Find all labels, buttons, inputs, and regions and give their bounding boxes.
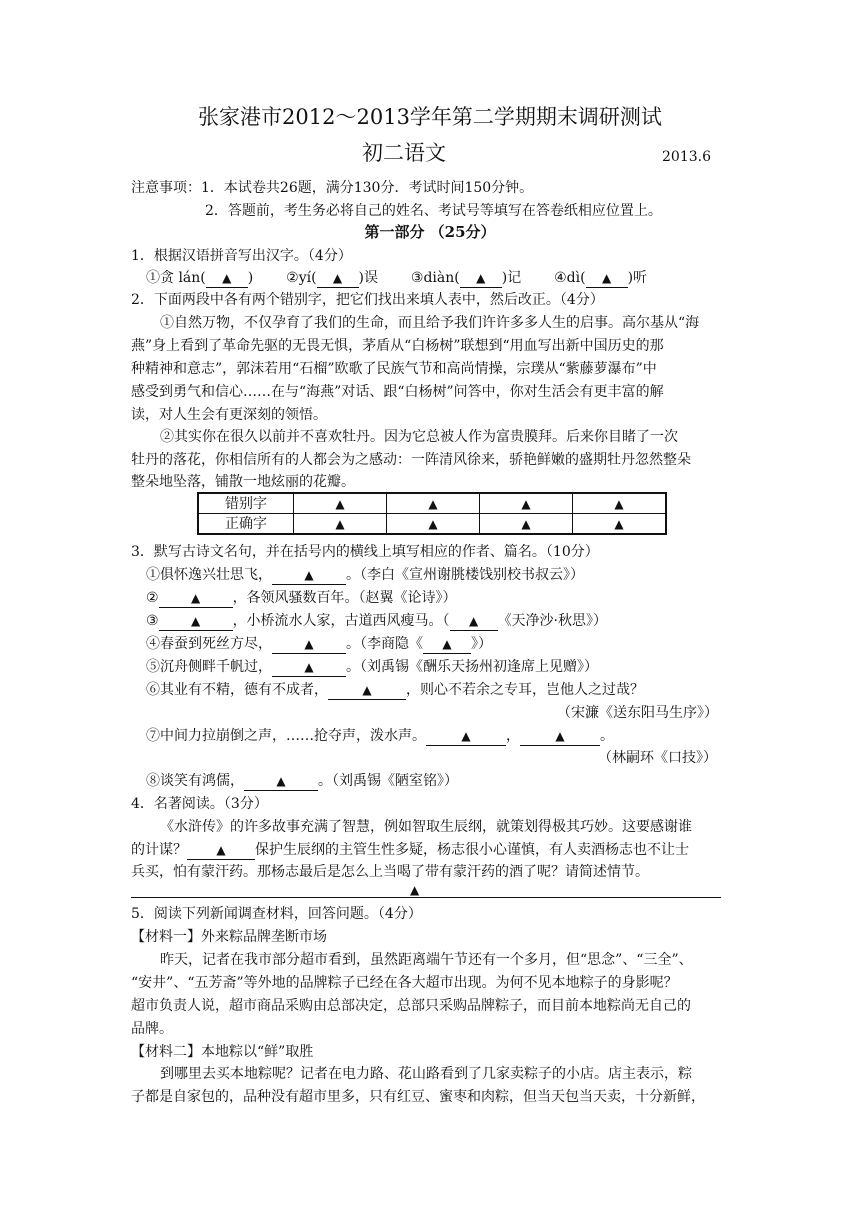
q1-item-1: ①贪 lán( ▲ ) (146, 270, 254, 286)
q4-line-2: 的计谋？ ▲ 保护生辰纲的主管生性多疑，杨志很小心谨慎，有人卖酒杨志也不让士 (131, 842, 689, 858)
answer-blank[interactable]: ▲ (272, 567, 346, 585)
q4-line-3: 兵买，怕有蒙汗药。那杨志最后是怎么上当喝了带有蒙汗药的酒了呢？请简述情节。 (131, 864, 649, 880)
q3-item-2: ② ▲ ，各领风骚数百年。（赵翼《论诗》） (146, 590, 457, 606)
q5-material-1-line: “安井”、“五芳斋”等外地的品牌粽子已经在各大超市出现。为何不见本地粽子的身影呢？ (131, 975, 678, 991)
q5-material-2-title: 【材料二】本地粽以“鲜”取胜 (131, 1044, 314, 1060)
exam-title: 张家港市2012～2013学年第二学期期末调研测试 (198, 105, 662, 129)
answer-blank[interactable]: ▲ (520, 728, 600, 746)
answer-blank[interactable]: ▲ (187, 842, 255, 860)
row-label-correct: 正确字 (198, 514, 294, 535)
q3-item-8: ⑧谈笑有鸿儒， ▲ 。（刘禹锡《陋室铭》） (146, 773, 458, 789)
q3-item-4: ④春蚕到死丝方尽， ▲ 。（李商隐《 ▲ 》） (146, 636, 492, 652)
answer-blank[interactable]: ▲ (272, 636, 346, 654)
q2-para1-line: 燕”身上看到了革命先驱的无畏无惧，茅盾从“白杨树”联想到“用血写出新中国历史的那 (131, 338, 664, 354)
answer-blank[interactable]: ▲ (272, 659, 346, 677)
notes-line-1: 注意事项：1．本试卷共26题，满分130分．考试时间150分钟。 (131, 180, 534, 196)
q5-material-2-line: 到哪里去买本地粽呢？记者在电力路、花山路看到了几家卖粽子的小店。店主表示，粽 (160, 1066, 692, 1082)
answer-blank[interactable]: ▲ (206, 270, 248, 288)
answer-cell[interactable]: ▲ (387, 493, 480, 514)
q1-item-2: ②yí( ▲ )误 (286, 270, 379, 286)
answer-cell[interactable]: ▲ (387, 514, 480, 535)
answer-blank[interactable]: ▲ (426, 728, 506, 746)
answer-blank[interactable]: ▲ (159, 590, 233, 608)
q5-material-2-line: 子都是自家包的，品种没有超市里多，只有红豆、蜜枣和肉粽，但当天包当天卖，十分新鲜， (131, 1089, 705, 1105)
exam-subtitle: 初二语文 (362, 141, 446, 165)
q2-para2-line: 牡丹的落花，你相信所有的人都会为之感动：一阵清风徐来，骄艳鲜嫩的盛期牡丹忽然整朵 (131, 452, 691, 468)
q1-stem: 1．根据汉语拼音写出汉字。（4分） (131, 248, 352, 264)
q2-para1-line: 感受到勇气和信心……在与“海燕”对话、跟“白杨树”问答中，你对生活会有更丰富的解 (131, 384, 664, 400)
q1-item-4: ④dì( ▲ )听 (554, 270, 648, 286)
q4-answer-marker[interactable]: ▲ (410, 883, 420, 897)
table-row (198, 493, 666, 514)
q2-para2-line: ②其实你在很久以前并不喜欢牡丹。因为它总被人作为富贵膜拜。后来你目睹了一次 (160, 429, 678, 445)
row-label-wrong: 错别字 (198, 493, 294, 514)
table-row (198, 514, 666, 535)
q2-para1-line: ①自然万物，不仅孕育了我们的生命，而且给予我们许许多多人生的启事。高尔基从“海 (160, 315, 700, 331)
section-heading: 第一部分 （25分） (364, 223, 496, 241)
q1-items (146, 268, 647, 288)
q3-item-6: ⑥其业有不精，德有不成者， ▲ ，则心不若余之专耳，岂他人之过哉？ (146, 682, 644, 698)
q3-item-5: ⑤沉舟侧畔千帆过， ▲ 。（刘禹锡《酬乐天扬州初逢席上见赠》） (146, 659, 598, 675)
answer-blank[interactable]: ▲ (423, 636, 471, 654)
q4-line-1: 《水浒传》的许多故事充满了智慧，例如智取生辰纲，就策划得极其巧妙。这要感谢谁 (160, 819, 692, 835)
q3-item-7-source: （林嗣环《口技》） (598, 750, 717, 766)
q4-answer-line[interactable] (131, 897, 721, 898)
q5-material-1-line: 品牌。 (131, 1021, 173, 1037)
answer-cell[interactable]: ▲ (573, 493, 667, 514)
answer-cell[interactable]: ▲ (573, 514, 667, 535)
q3-stem: 3．默写古诗文名句，并在括号内的横线上填写相应的作者、篇名。（10分） (131, 544, 599, 560)
answer-blank[interactable]: ▲ (244, 773, 318, 791)
q2-stem: 2．下面两段中各有两个错别字，把它们找出来填人表中，然后改正。（4分） (131, 292, 604, 308)
q5-material-1-line: 超市负责人说，超市商品采购由总部决定，总部只采购品牌粽子，而目前本地粽尚无自己的 (131, 998, 691, 1014)
q3-item-3: ③ ▲ ，小桥流水人家，古道西风瘦马。（ ▲ 《天净沙·秋思》） (146, 613, 608, 629)
answer-blank[interactable]: ▲ (328, 682, 406, 700)
answer-blank[interactable]: ▲ (586, 270, 628, 288)
answer-blank[interactable]: ▲ (159, 613, 233, 631)
q1-item-3: ③diàn( ▲ )记 (410, 270, 522, 286)
q2-para1-line: 读，对人生会有更深刻的领悟。 (131, 407, 327, 423)
answer-cell[interactable]: ▲ (480, 493, 573, 514)
answer-blank[interactable]: ▲ (450, 613, 498, 631)
q2-para2-line: 整朵地坠落，铺散一地炫丽的花瓣。 (131, 474, 355, 490)
q5-stem: 5．阅读下列新闻调查材料，回答问题。（4分） (131, 906, 422, 922)
answer-cell[interactable]: ▲ (480, 514, 573, 535)
answer-blank[interactable]: ▲ (460, 270, 502, 288)
q3-item-7: ⑦中间力拉崩倒之声，……抢夺声，泼水声。 ▲ ， ▲ 。 (146, 728, 614, 744)
answer-cell[interactable]: ▲ (294, 514, 387, 535)
answer-cell[interactable]: ▲ (294, 493, 387, 514)
q5-material-1-line: 昨天，记者在我市部分超市看到，虽然距离端午节还有一个多月，但“思念”、“三全”、 (160, 952, 693, 968)
q4-stem: 4．名著阅读。（3分） (131, 796, 268, 812)
answer-blank[interactable]: ▲ (317, 270, 359, 288)
q3-item-6-source: （宋濂《送东阳马生序》） (557, 705, 718, 721)
q2-para1-line: 种精神和意志”，郭沫若用“石榴”欧歌了民族气节和高尚情操，宗璞从“紫藤萝瀑布”中 (131, 361, 657, 377)
q3-item-1: ①俱怀逸兴壮思飞， ▲ 。（李白《宣州谢朓楼饯别校书叔云》） (146, 567, 584, 583)
notes-line-2: 2．答题前，考生务必将自己的姓名、考试号等填写在答卷纸相应位置上。 (205, 203, 662, 219)
exam-date: 2013.6 (662, 149, 711, 165)
q2-answer-table (197, 492, 667, 535)
q5-material-1-title: 【材料一】外来粽品牌垄断市场 (131, 929, 327, 945)
